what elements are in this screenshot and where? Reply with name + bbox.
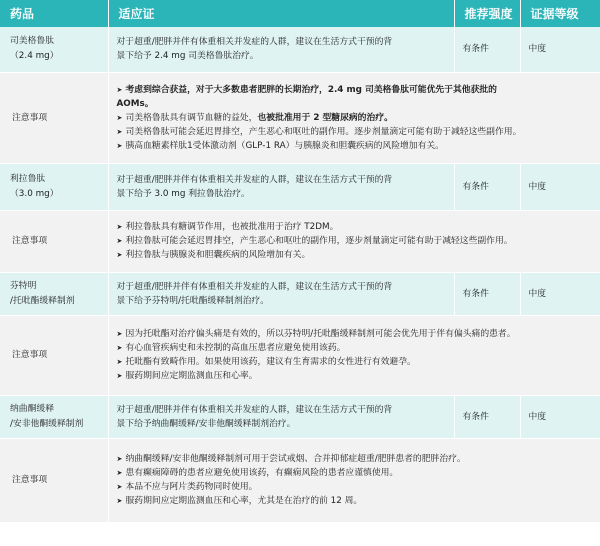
- indication-text: 对于超重/肥胖并伴有体重相关并发症的人群，建议在生活方式干预的背: [116, 174, 393, 185]
- indication-cell: [108, 395, 454, 438]
- drug-name: 利拉鲁肽: [10, 173, 46, 184]
- note-item: ➤ 利拉鲁肽具有糖调节作用，也被批准用于治疗 T2DM。: [116, 222, 339, 232]
- drug-formulation: /托吡酯缓释制剂: [10, 295, 75, 306]
- note-item: ➤ 服药期间应定期监测血压和心率。: [116, 371, 258, 381]
- bullet-arrow-icon: ➤: [116, 497, 123, 505]
- indication-text: 景下给予纳曲酮缓释/安非他酮缓释制剂治疗。: [116, 418, 296, 429]
- bullet-arrow-icon: ➤: [116, 455, 123, 463]
- drug-name: 司美格鲁肽: [10, 36, 54, 47]
- indication-text: 对于超重/肥胖并伴有体重相关并发症的人群，建议在生活方式干预的背: [116, 404, 393, 415]
- bullet-arrow-icon: ➤: [116, 223, 123, 231]
- drug-dose: （2.4 mg）: [10, 51, 59, 62]
- bullet-arrow-icon: ➤: [116, 85, 123, 94]
- note-item: ➤ 司美格鲁肽可能会延迟胃排空，产生恶心和呕吐的副作用。逐步剂量滴定可能有助于减轻这些副作用。: [116, 126, 522, 137]
- table-header-row: [0, 0, 600, 27]
- notes-cell: [108, 315, 600, 395]
- strength-cell: 有条件: [454, 272, 520, 315]
- notes-label: 注意事项: [0, 72, 108, 163]
- header-drug: 药品: [0, 0, 108, 27]
- note-item: ➤ 服药期间应定期监测血压和心率，尤其是在治疗的前 12 周。: [116, 496, 363, 506]
- drug-name: 芬特明: [10, 280, 37, 291]
- notes-label: 注意事项: [0, 315, 108, 395]
- note-item: ➤ 考虑到综合获益，对于大多数患者肥胖的长期治疗，2.4 mg 司美格鲁肽可能优先于其他获批的: [116, 84, 497, 95]
- bullet-arrow-icon: ➤: [116, 483, 123, 491]
- note-item: ➤ 利拉鲁肽与胰腺炎和胆囊疾病的风险增加有关。: [116, 250, 311, 260]
- table-row: [0, 27, 600, 72]
- header-indication: 适应证: [108, 0, 454, 27]
- notes-row: [0, 438, 600, 522]
- notes-cell: [108, 438, 600, 522]
- note-item: ➤ 纳曲酮缓释/安非他酮缓释制剂可用于尝试戒烟、合并抑郁症超重/肥胖患者的肥胖治疗。: [116, 454, 466, 464]
- table-row: [0, 395, 600, 438]
- bullet-arrow-icon: ➤: [116, 344, 123, 352]
- drug-formulation: /安非他酮缓释制剂: [10, 418, 84, 429]
- evidence-cell: 中度: [520, 395, 600, 438]
- note-item: ➤ 胰高血糖素样肽1受体激动剂（GLP-1 RA）与胰腺炎和胆囊疾病的风险增加有关。: [116, 140, 444, 151]
- strength-cell: 有条件: [454, 395, 520, 438]
- note-item: ➤ 托吡酯有致畸作用。如果使用该药，建议有生育需求的女性进行有效避孕。: [116, 357, 416, 367]
- bullet-arrow-icon: ➤: [116, 358, 123, 366]
- strength-cell: 有条件: [454, 163, 520, 210]
- bullet-arrow-icon: ➤: [116, 237, 123, 245]
- note-item: ➤ 有心血管疾病史和未控制的高血压患者应避免使用该药。: [116, 343, 346, 353]
- header-evidence: 证据等级: [520, 0, 600, 27]
- bullet-arrow-icon: ➤: [116, 251, 123, 259]
- notes-row: [0, 315, 600, 395]
- notes-row: [0, 72, 600, 163]
- strength-cell: 有条件: [454, 27, 520, 72]
- indication-text: 景下给予 2.4 mg 司美格鲁肽治疗。: [116, 51, 259, 62]
- indication-cell: [108, 27, 454, 72]
- drug-name-cell: [0, 395, 108, 438]
- indication-text: 对于超重/肥胖并伴有体重相关并发症的人群，建议在生活方式干预的背: [116, 281, 393, 292]
- notes-cell: [108, 210, 600, 272]
- drug-dose: （3.0 mg）: [10, 188, 59, 199]
- drug-name-cell: [0, 27, 108, 72]
- evidence-cell: 中度: [520, 272, 600, 315]
- indication-cell: [108, 272, 454, 315]
- bullet-arrow-icon: ➤: [116, 113, 123, 122]
- note-item: ➤ 本品不应与阿片类药物同时使用。: [116, 482, 258, 492]
- header-strength: 推荐强度: [454, 0, 520, 27]
- indication-cell: [108, 163, 454, 210]
- drug-name-cell: [0, 272, 108, 315]
- evidence-cell: 中度: [520, 163, 600, 210]
- indication-text: 景下给予芬特明/托吡酯缓释制剂治疗。: [116, 295, 270, 306]
- bullet-arrow-icon: ➤: [116, 372, 123, 380]
- drug-name-cell: [0, 163, 108, 210]
- bullet-arrow-icon: ➤: [116, 141, 123, 150]
- notes-cell: [108, 72, 600, 163]
- bullet-arrow-icon: ➤: [116, 127, 123, 136]
- indication-text: 景下给予 3.0 mg 利拉鲁肽治疗。: [116, 188, 250, 199]
- note-item: ➤ 因为托吡酯对治疗偏头痛是有效的，所以芬特明/托吡酯缓释制剂可能会优先用于伴有偏头痛的患者。: [116, 329, 516, 339]
- drug-name: 纳曲酮缓释: [10, 403, 54, 414]
- indication-text: 对于超重/肥胖并伴有体重相关并发症的人群，建议在生活方式干预的背: [116, 37, 393, 48]
- table-row: [0, 272, 600, 315]
- note-item: ➤ 患有癫痫障碍的患者应避免使用该药，有癫痫风险的患者应谨慎使用。: [116, 468, 399, 478]
- notes-label: 注意事项: [0, 438, 108, 522]
- evidence-cell: 中度: [520, 27, 600, 72]
- note-item: ➤ 司美格鲁肽具有调节血糖的益处，也被批准用于 2 型糖尿病的治疗。: [116, 112, 393, 123]
- notes-row: [0, 210, 600, 272]
- note-item: ➤ 利拉鲁肽可能会延迟胃排空，产生恶心和呕吐的副作用，逐步剂量滴定可能有助于减轻这些副作用。: [116, 236, 513, 246]
- notes-label: 注意事项: [0, 210, 108, 272]
- table-row: [0, 163, 600, 210]
- bullet-arrow-icon: ➤: [116, 330, 123, 338]
- bullet-arrow-icon: ➤: [116, 469, 123, 477]
- note-item-continued: AOMs。: [116, 98, 154, 109]
